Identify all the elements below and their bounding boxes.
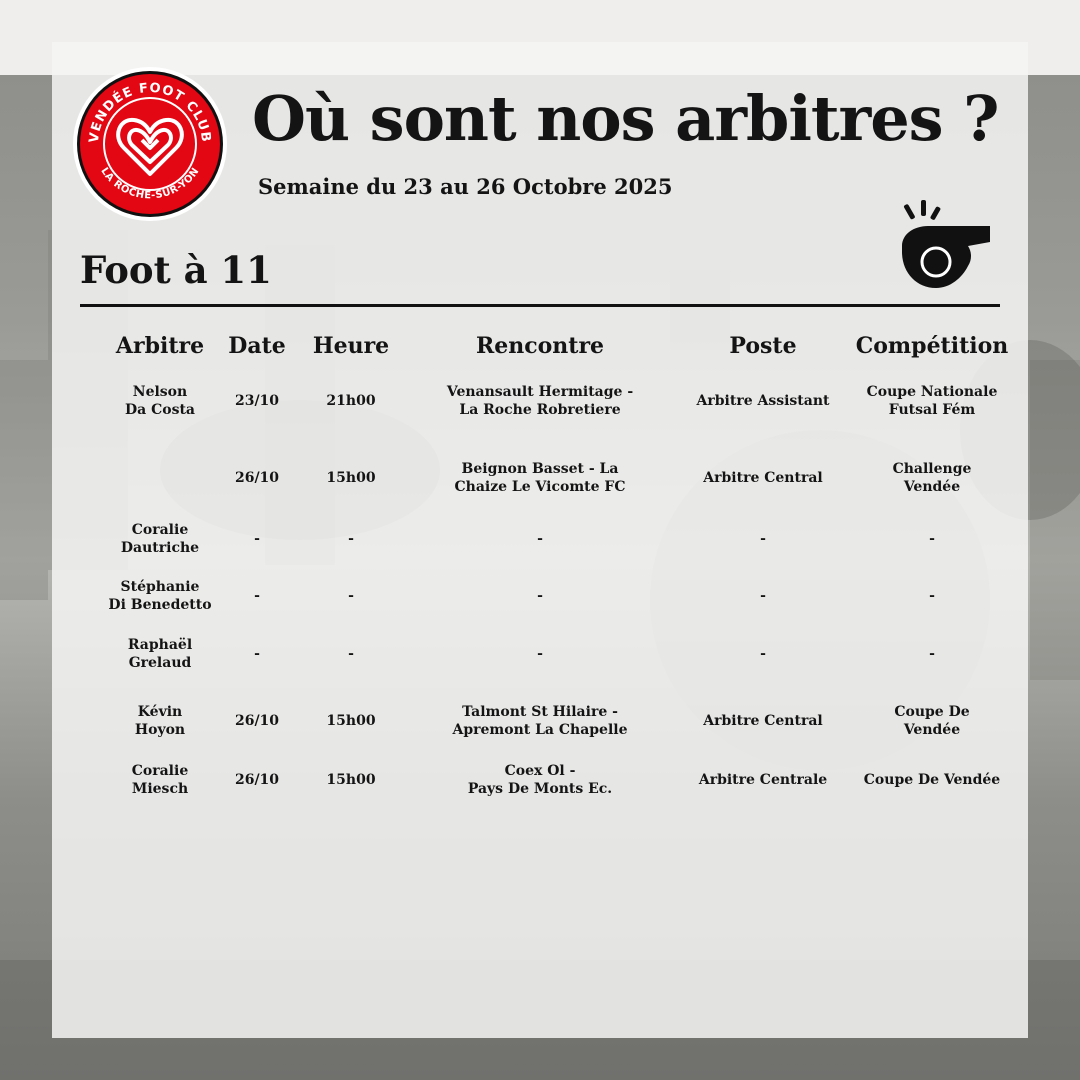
cell-line: - — [254, 531, 260, 547]
cell-competition — [929, 587, 935, 605]
cell-poste — [697, 392, 830, 410]
cell-line: Apremont La Chapelle — [452, 722, 628, 738]
cell-line: - — [929, 531, 935, 547]
cell-line: 23/10 — [234, 393, 280, 409]
cell-line: 15h00 — [326, 713, 376, 729]
whistle-icon — [898, 200, 994, 294]
cell-line: Dautriche — [120, 540, 200, 556]
cell-competition — [893, 460, 972, 496]
page-title: Où sont nos arbitres ? — [252, 82, 999, 155]
cell-line: Kévin — [137, 704, 183, 720]
cell-poste — [760, 587, 766, 605]
cell-line: Grelaud — [128, 655, 192, 671]
column-header-arbitre: Arbitre — [115, 333, 205, 359]
cell-line: Stéphanie — [120, 579, 200, 595]
cell-line: Talmont St Hilaire - — [462, 704, 618, 720]
cell-poste — [699, 771, 827, 789]
cell-line: - — [760, 588, 766, 604]
cell-heure — [326, 392, 375, 410]
cell-poste — [703, 469, 822, 487]
cell-date — [254, 645, 260, 663]
cell-line: Raphaël — [127, 637, 193, 653]
cell-line: - — [537, 646, 543, 662]
cell-rencontre — [537, 587, 543, 605]
cell-rencontre — [468, 762, 612, 798]
cell-line: Nelson — [132, 384, 188, 400]
cell-competition — [929, 645, 935, 663]
cell-arbitre — [128, 636, 192, 672]
cell-line: Coupe Nationale — [866, 384, 998, 400]
cell-line: Da Costa — [125, 402, 195, 418]
cell-line: - — [929, 588, 935, 604]
cell-heure — [348, 645, 354, 663]
cell-date — [254, 530, 260, 548]
cell-arbitre — [121, 521, 199, 557]
cell-line: Vendée — [903, 722, 961, 738]
cell-line: - — [537, 531, 543, 547]
cell-line: La Roche Robretiere — [459, 402, 621, 418]
cell-arbitre — [108, 578, 211, 614]
cell-line: Arbitre Centrale — [698, 772, 828, 788]
cell-heure — [326, 771, 375, 789]
cell-competition — [864, 771, 1000, 789]
cell-line: Arbitre Assistant — [696, 393, 830, 409]
cell-line: - — [760, 646, 766, 662]
cell-line: Arbitre Central — [703, 713, 823, 729]
logo-text-top: VENDÉE FOOT CLUB — [86, 80, 214, 144]
cell-line: - — [254, 588, 260, 604]
cell-line: - — [537, 588, 543, 604]
cell-date — [235, 469, 279, 487]
cell-line: - — [348, 646, 354, 662]
cell-arbitre — [125, 383, 195, 419]
cell-line: Arbitre Central — [703, 470, 823, 486]
cell-rencontre — [452, 703, 627, 739]
cell-date — [254, 587, 260, 605]
section-divider — [80, 304, 1000, 307]
cell-arbitre — [135, 703, 185, 739]
cell-rencontre — [447, 383, 633, 419]
cell-competition — [867, 383, 998, 419]
cell-line: Challenge — [892, 461, 972, 477]
cell-date — [235, 712, 279, 730]
cell-line: 15h00 — [326, 772, 376, 788]
column-header-date: Date — [228, 333, 286, 359]
cell-date — [235, 771, 279, 789]
cell-line: Beignon Basset - La — [461, 461, 619, 477]
cell-line: - — [929, 646, 935, 662]
cell-line: - — [760, 531, 766, 547]
cell-rencontre — [537, 530, 543, 548]
cell-line: Hoyon — [134, 722, 186, 738]
section-title: Foot à 11 — [80, 248, 272, 292]
cell-line: 21h00 — [326, 393, 376, 409]
cell-line: Chaize Le Vicomte FC — [454, 479, 626, 495]
column-header-rencontre: Rencontre — [475, 333, 605, 359]
cell-poste — [703, 712, 822, 730]
cell-line: 15h00 — [326, 470, 376, 486]
logo-text-bottom: LA ROCHE-SUR-YON — [98, 165, 202, 202]
cell-line: - — [348, 588, 354, 604]
cell-competition — [929, 530, 935, 548]
cell-line: 26/10 — [234, 772, 280, 788]
club-logo — [72, 66, 228, 222]
cell-competition — [894, 703, 969, 739]
cell-poste — [760, 645, 766, 663]
column-header-heure: Heure — [312, 333, 390, 359]
cell-line: Coex Ol - — [504, 763, 576, 779]
cell-date — [235, 392, 279, 410]
cell-line: Pays De Monts Ec. — [467, 781, 613, 797]
cell-heure — [348, 530, 354, 548]
cell-heure — [348, 587, 354, 605]
cell-line: 26/10 — [234, 713, 280, 729]
cell-line: Futsal Fém — [888, 402, 976, 418]
cell-line: Coupe De — [894, 704, 970, 720]
cell-line: Coralie — [131, 522, 189, 538]
cell-line: Di Benedetto — [108, 597, 212, 613]
page-subtitle: Semaine du 23 au 26 Octobre 2025 — [258, 174, 673, 199]
cell-heure — [326, 712, 375, 730]
column-header-poste: Poste — [729, 333, 797, 359]
cell-poste — [760, 530, 766, 548]
cell-rencontre — [537, 645, 543, 663]
cell-line: Coralie — [131, 763, 189, 779]
cell-line: Miesch — [131, 781, 189, 797]
column-header-competition: Compétition — [855, 333, 1009, 359]
cell-line: Coupe De Vendée — [863, 772, 1001, 788]
cell-line: 26/10 — [234, 470, 280, 486]
cell-rencontre — [454, 460, 625, 496]
cell-arbitre — [132, 762, 188, 798]
cell-line: - — [348, 531, 354, 547]
cell-line: - — [254, 646, 260, 662]
cell-line: Venansault Hermitage - — [446, 384, 634, 400]
cell-heure — [326, 469, 375, 487]
cell-line: Vendée — [903, 479, 961, 495]
